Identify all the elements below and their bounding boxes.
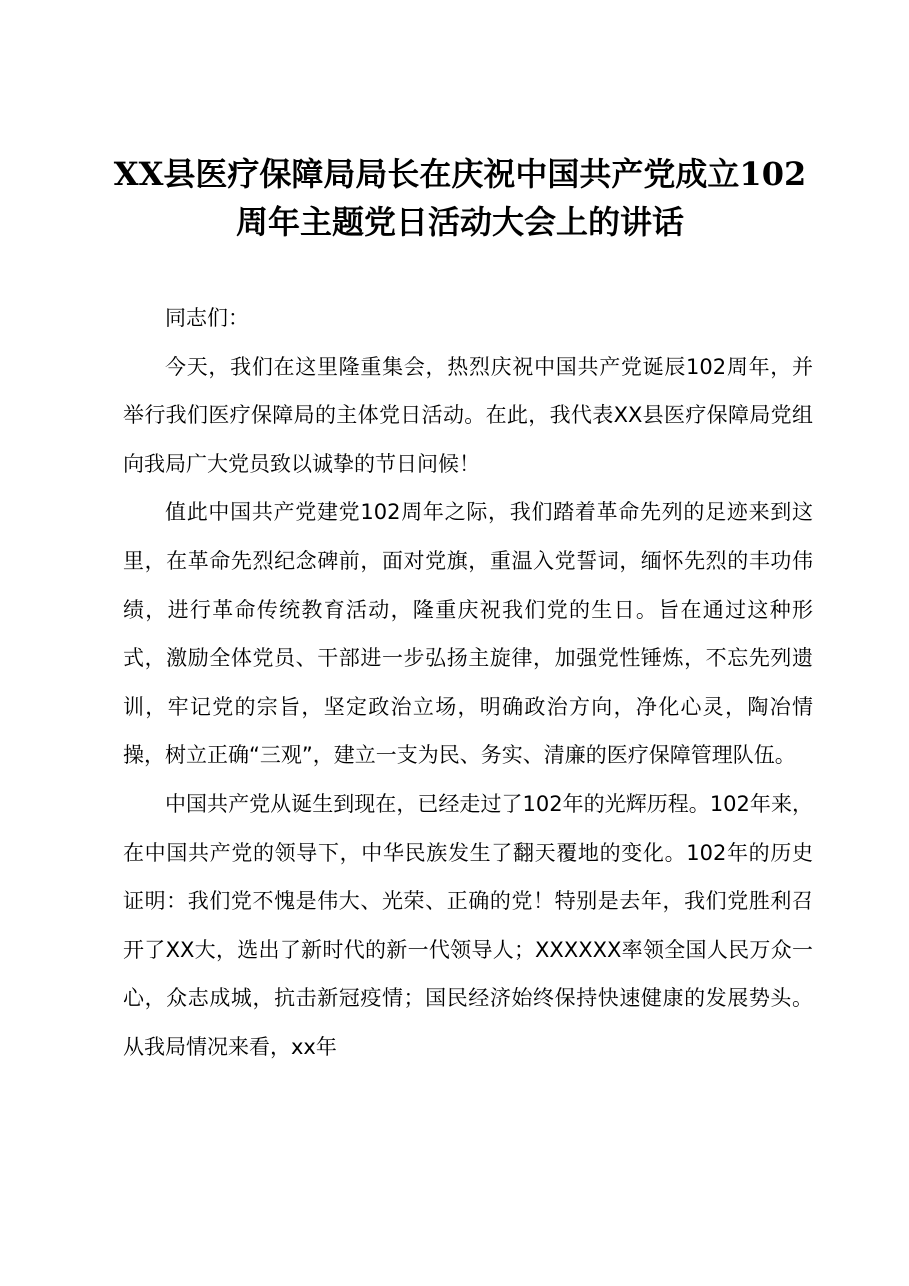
document-title <box>110 150 810 246</box>
document-body <box>123 294 813 1072</box>
body-paragraph: 今天，我们在这里隆重集会，热烈庆祝中国共产党诞辰102周年，并举行我们医疗保障局的主体党日活动。在此，我代表XX县医疗保障局党组向我局广大党员致以诚挚的节日问候！ <box>123 354 813 476</box>
title-line-1: XX县医疗保障局局长在庆祝中国共产党成立102 <box>113 155 807 193</box>
body-paragraph: 中国共产党从诞生到现在，已经走过了102年的光辉历程。102年来，在中国共产党的领导下，中华民族发生了翻天覆地的变化。102年的历史证明：我们党不愧是伟大、光荣、正确的党！特别是去年，我们党胜利召开了XX大，选出了新时代的新一代领导人；XXXXXX率领全国人民万众一心，众志成城，抗击新冠疫情；国民经济始终保持快速健康的发展势头。从我局情况来看，xx年 <box>123 791 813 1059</box>
salutation-paragraph: 同志们： <box>165 306 249 330</box>
body-paragraph: 值此中国共产党建党102周年之际，我们踏着革命先列的足迹来到这里，在革命先烈纪念碑前，面对党旗，重温入党誓词，缅怀先烈的丰功伟绩，进行革命传统教育活动，隆重庆祝我们党的生日。旨在通过这种形式，激励全体党员、干部进一步弘扬主旋律，加强党性锤炼，不忘先列遗训，牢记党的宗旨，坚定政治立场，明确政治方向，净化心灵，陶冶情操，树立正确“三观”，建立一支为民、务实、清廉的医疗保障管理队伍。 <box>123 500 813 768</box>
title-line-2: 周年主题党日活动大会上的讲话 <box>235 203 684 241</box>
